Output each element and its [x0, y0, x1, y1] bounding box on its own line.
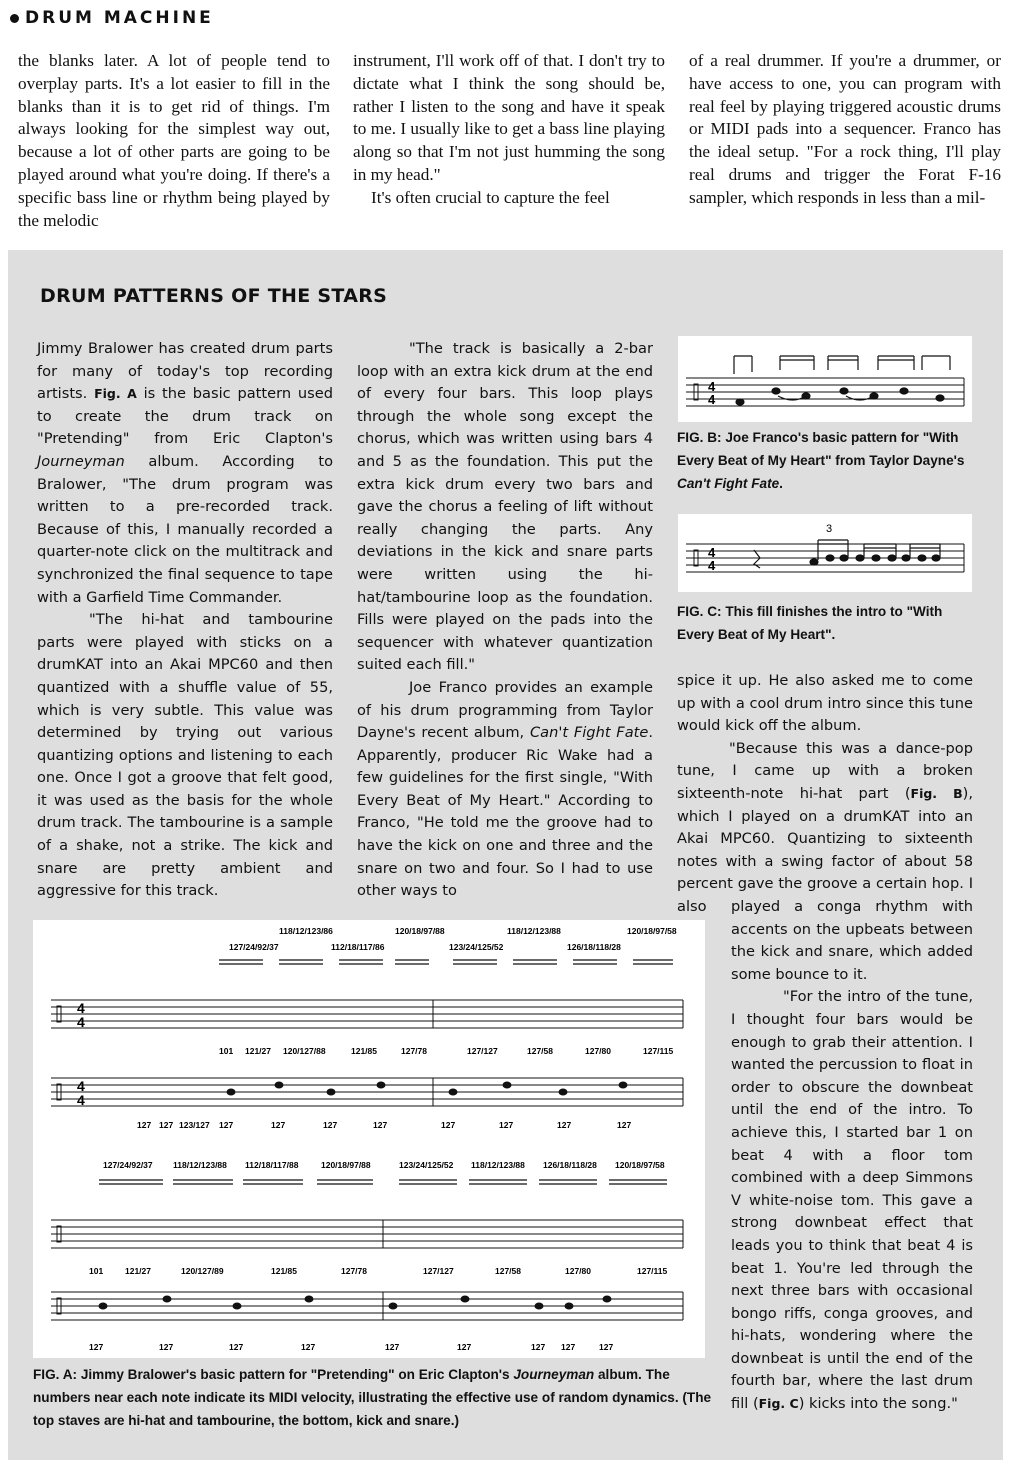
- paragraph: played a conga rhythm with accents on the upbeats between the kick and snare, which added some bounce to it.: [731, 898, 973, 983]
- figure-reference: Fig. C: [758, 1396, 799, 1412]
- body-column-2: [353, 50, 665, 210]
- velocity-label: 127/78: [341, 1266, 367, 1276]
- paragraph: spice it up. He also asked me to come up with a cool drum intro since this tune would kick off the album.: [677, 672, 973, 735]
- text: is the basic pattern used to create the drum track on "Pretending" from Eric Clapton's: [37, 385, 333, 448]
- section-header: [10, 8, 214, 28]
- velocity-label: 127: [499, 1120, 514, 1130]
- velocity-label: 123/24/125/52: [449, 942, 504, 952]
- velocity-label: 120/18/97/88: [321, 1160, 371, 1170]
- body-column-3: [689, 50, 1001, 210]
- fig-a-row1-top-labels: [229, 926, 677, 952]
- time-sig-bottom: 4: [708, 558, 716, 573]
- paragraph: [677, 738, 973, 919]
- paragraph: instrument, I'll work off of that. I don't try to dictate what I think the song should be, rather I listen to the song and have it speak to me. I usually like to get a bass line playing along so that I'm not just humming the song in my head.": [353, 51, 665, 184]
- velocity-label: 127: [385, 1342, 400, 1352]
- velocity-label: 123/127: [179, 1120, 210, 1130]
- velocity-label: 127/78: [401, 1046, 427, 1056]
- velocity-label: 121/27: [245, 1046, 271, 1056]
- velocity-label: 121/85: [351, 1046, 377, 1056]
- text: Joe Franco provides an example of his drum programming from Taylor Dayne's recent album,: [357, 678, 653, 742]
- sidebar-column-3: [677, 670, 973, 919]
- time-sig-bottom: 4: [77, 1092, 85, 1108]
- velocity-label: 127/80: [565, 1266, 591, 1276]
- fig-a-beams: [99, 960, 673, 1184]
- velocity-label: 127/58: [495, 1266, 521, 1276]
- fig-c-caption: FIG. C: This fill finishes the intro to "With Every Beat of My Heart".: [677, 604, 943, 642]
- text: ) kicks into the song.": [798, 1395, 958, 1413]
- velocity-label: 127/127: [467, 1046, 498, 1056]
- velocity-label: 121/85: [271, 1266, 297, 1276]
- velocity-label: 127: [137, 1120, 152, 1130]
- fig-b-notes: [734, 356, 950, 405]
- velocity-label: 120/127/88: [283, 1046, 326, 1056]
- time-sig-top: 4: [77, 1000, 85, 1016]
- velocity-label: 126/18/118/28: [543, 1160, 597, 1170]
- text: ), which I played on a drumKAT into an Akai MPC60. Quantizing to sixteenth notes with a swing factor of about 58 percent gave the groove a certain hop. I also: [677, 784, 973, 915]
- paragraph: the blanks later. A lot of people tend to overplay parts. It's a lot easier to fill in the blanks than it is to get rid of things. I'm always looking for the simplest way out, because a lot of other parts are going to be played around what you're doing. If there's a specific bass line or rhythm being played by the melodic: [18, 51, 330, 230]
- figure-reference: Fig. A: [94, 386, 137, 402]
- velocity-label: 123/24/125/52: [399, 1160, 454, 1170]
- velocity-label: 127: [531, 1342, 546, 1352]
- text: "Because this was a dance-pop tune, I came up with a broken sixteenth-note hi-hat part (: [677, 739, 973, 802]
- velocity-label: 127: [219, 1120, 234, 1130]
- fig-a-notation: [33, 920, 705, 1358]
- fig-a-row1-mid-labels: [219, 1046, 674, 1056]
- album-title: Journeyman: [513, 1367, 595, 1382]
- velocity-label: 120/127/89: [181, 1266, 224, 1276]
- velocity-label: 127/127: [423, 1266, 454, 1276]
- fig-a-caption: [33, 1363, 723, 1432]
- paragraph: It's often crucial to capture the feel: [371, 187, 610, 207]
- caption-text: FIG. A: Jimmy Bralower's basic pattern for "Pretending" on Eric Clapton's: [33, 1367, 514, 1382]
- velocity-label: 120/18/97/58: [615, 1160, 665, 1170]
- velocity-label: 127/24/92/37: [229, 942, 279, 952]
- velocity-label: 101: [219, 1046, 234, 1056]
- velocity-label: 127: [599, 1342, 614, 1352]
- paragraph: [731, 986, 973, 1415]
- velocity-label: 127/115: [643, 1046, 674, 1056]
- velocity-label: 127/58: [527, 1046, 553, 1056]
- velocity-label: 127: [557, 1120, 572, 1130]
- time-sig-bottom: 4: [77, 1014, 85, 1030]
- time-sig-top: 4: [708, 379, 716, 394]
- velocity-label: 120/18/97/58: [627, 926, 677, 936]
- time-sig-top: 4: [77, 1078, 85, 1094]
- figure-b: [678, 336, 972, 422]
- velocity-label: 127: [457, 1342, 472, 1352]
- text: . Apparently, producer Ric Wake had a few guidelines for the first single, "With Every Beat of My Heart." According to Franco, "He told me the groove had to have the kick on one and three and the snare on two and four. So I had to use other ways to: [357, 724, 653, 900]
- velocity-label: 127: [159, 1120, 174, 1130]
- velocity-label: 101: [89, 1266, 104, 1276]
- fig-a-row2-mid-labels: [89, 1266, 668, 1276]
- paragraph: [357, 677, 653, 903]
- figure-a: [33, 920, 705, 1358]
- text: "For the intro of the tune, I thought four bars would be enough to grab their attention. I wanted the percussion to float in order to obscure the downbeat until the end of the intro. To achieve this, I started bar 1 on beat 4 with a floor tom combined with a deep Simmons V white-noise tom. This gave a strong downbeat effect that leads you to think that beat 4 is beat 1. You're led through the next three bars with occasional bongo riffs, conga grooves, and hi-hats, wondering where the downbeat is until the end of the fourth bar, where the last drum fill (: [731, 988, 973, 1413]
- velocity-label: 127: [323, 1120, 338, 1130]
- time-sig-top: 4: [708, 545, 716, 560]
- paragraph: "The track is basically a 2-bar loop with an extra kick drum at the end of every four bars. This loop plays through the whole song except the chorus, which was written using bars 4 and 5 as the foundation. This put the extra kick drum every two bars and gave the chorus a feeling of lift without really changing the parts. Any deviations in the kick and snare parts were written using the hi-hat/tambourine loop as the foundation. Fills were played on the pads into the sequencer with whatever quantization suited each fill.": [357, 340, 653, 674]
- section-title: DRUM MACHINE: [25, 8, 214, 28]
- body-column-1: [18, 50, 330, 232]
- velocity-label: 127: [561, 1342, 576, 1352]
- album-title: Can't Fight Fate: [529, 724, 649, 742]
- velocity-label: 118/12/123/86: [279, 926, 333, 936]
- velocity-label: 118/12/123/88: [507, 926, 561, 936]
- album-title: Can't Fight Fate: [677, 476, 780, 491]
- paragraph: [37, 338, 333, 609]
- velocity-label: 127: [301, 1342, 316, 1352]
- fig-a-time-signatures: [77, 1000, 85, 1108]
- fig-a-row2-top-labels: [103, 1160, 665, 1170]
- velocity-label: 112/18/117/88: [245, 1160, 299, 1170]
- figure-c: [678, 514, 972, 592]
- paragraph: "The hi-hat and tambourine parts were played with sticks on a drumKAT into an Akai MPC60 and then quantized with a shuffle value of 55, which is very subtle. This value was determined by trying out various quantizing options and listening to each one. Once I got a groove that felt good, it was used as the basis for the whole drum track. The tambourine is a sample of a shake, not a strike. The kick and snare are pretty ambient and aggressive for this track.: [37, 611, 333, 900]
- velocity-label: 120/18/97/88: [395, 926, 445, 936]
- fig-b-staff: [686, 378, 964, 406]
- text: album. According to Bralower, "The drum program was written to a pre-recorded track. Because of this, I manually recorded a quarter-note click on the multitrack and synchronized the final sequence to tape with a Garfield Time Commander.: [37, 452, 333, 606]
- velocity-label: 127: [373, 1120, 388, 1130]
- text: Jimmy Bralower has created drum parts for many of today's top recording artists.: [37, 340, 333, 403]
- figure-reference: Fig. B: [910, 785, 963, 801]
- velocity-label: 127/80: [585, 1046, 611, 1056]
- velocity-label: 121/27: [125, 1266, 151, 1276]
- fig-b-caption: [677, 426, 977, 495]
- sidebar-column-4: [731, 896, 973, 1416]
- caption-text: .: [779, 476, 783, 491]
- sidebar-column-2: [357, 338, 653, 903]
- velocity-label: 127: [271, 1120, 286, 1130]
- album-title: Journeyman: [37, 452, 125, 470]
- velocity-label: 127/24/92/37: [103, 1160, 153, 1170]
- fig-a-row2-bottom-labels: [89, 1342, 613, 1352]
- caption-text: album. The numbers near each note indicate its MIDI velocity, illustrating the effective use of random dynamics. (The top staves are hi-hat and tambourine, the bottom, kick and snare.): [33, 1367, 712, 1428]
- sidebar-title: DRUM PATTERNS OF THE STARS: [40, 285, 388, 307]
- sidebar-column-1: [37, 338, 333, 903]
- velocity-label: 127/115: [637, 1266, 668, 1276]
- time-sig-bottom: 4: [708, 392, 716, 407]
- velocity-label: 118/12/123/88: [471, 1160, 525, 1170]
- paragraph: of a real drummer. If you're a drummer, or have access to one, you can program with real feel by playing triggered acoustic drums or MIDI pads into a sequencer. Franco has the ideal setup. "For a rock thing, I'll play real drums and trigger the Forat F-16 sampler, which responds in less than a mil-: [689, 51, 1001, 207]
- velocity-label: 118/12/123/88: [173, 1160, 227, 1170]
- bullet-icon: [10, 14, 19, 23]
- fig-b-notation: [678, 336, 972, 422]
- velocity-label: 127: [89, 1342, 104, 1352]
- velocity-label: 127: [617, 1120, 632, 1130]
- caption-text: FIG. B: Joe Franco's basic pattern for "With Every Beat of My Heart" from Taylor Dayne's: [677, 430, 965, 468]
- velocity-label: 127: [441, 1120, 456, 1130]
- velocity-label: 127: [159, 1342, 174, 1352]
- velocity-label: 112/18/117/86: [331, 942, 385, 952]
- fig-c-notation: [678, 514, 972, 592]
- velocity-label: 126/18/118/28: [567, 942, 621, 952]
- velocity-label: 127: [229, 1342, 244, 1352]
- tuplet-label: 3: [826, 523, 833, 535]
- fig-a-row1-bottom-labels: [137, 1120, 631, 1130]
